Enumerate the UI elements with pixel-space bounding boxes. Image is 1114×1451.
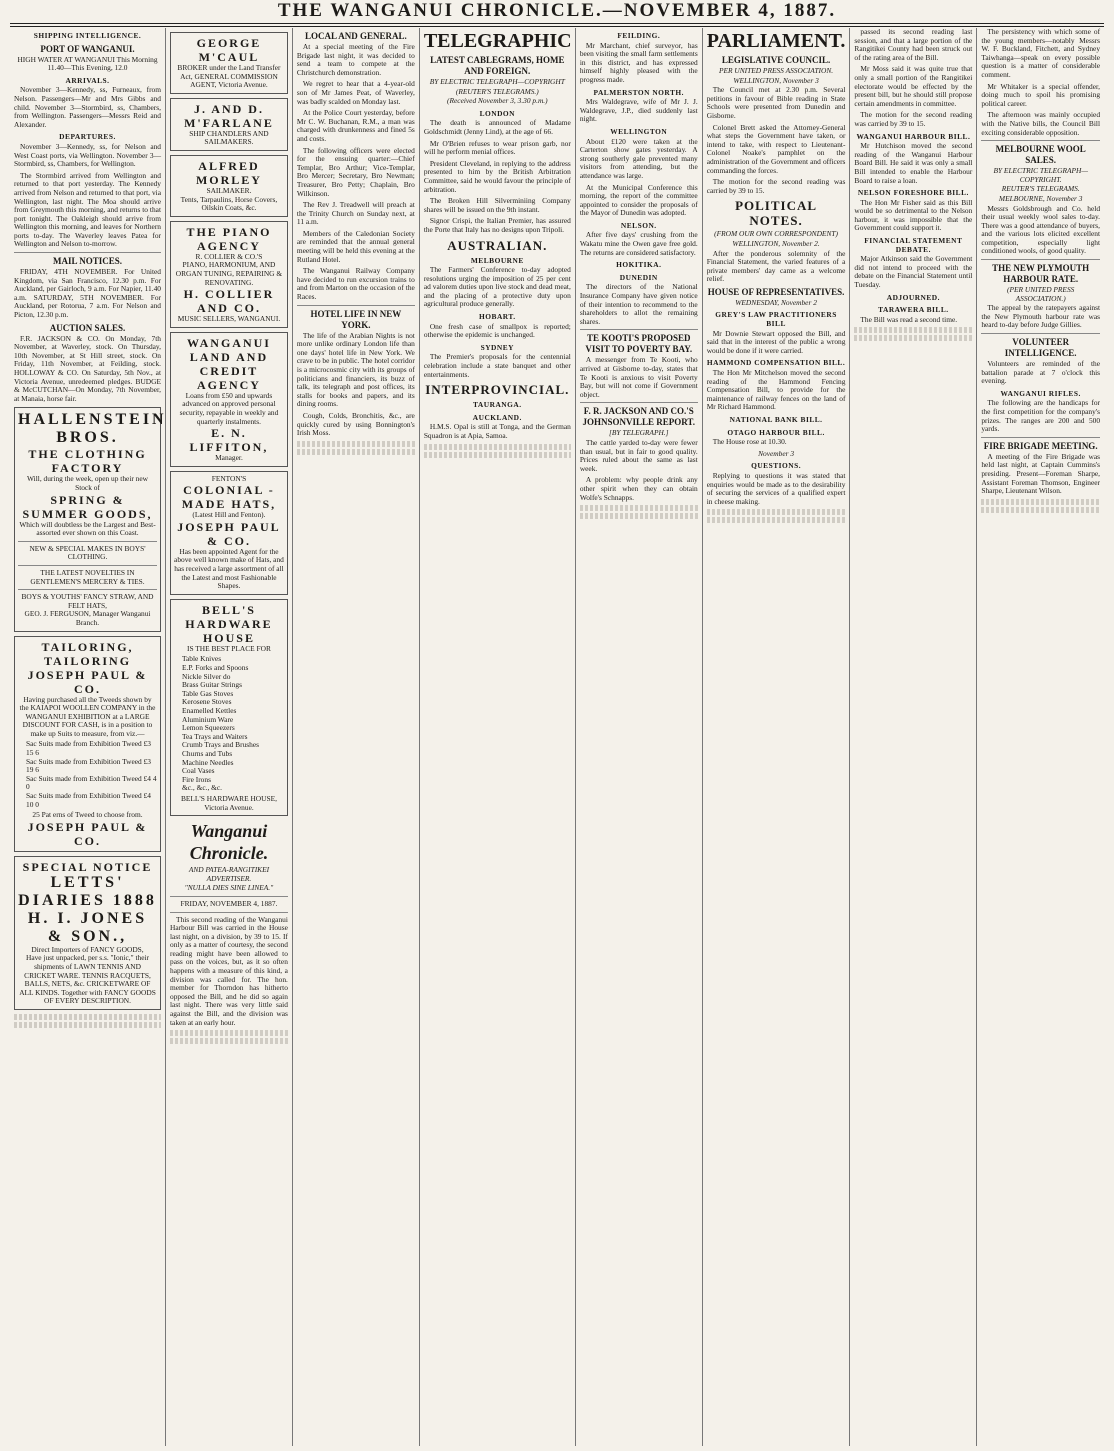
column-7	[850, 28, 977, 1446]
parliament-paragraph: Mr Downie Stewart opposed the Bill, and said that in the interest of the public a wrong would be done if it were carried.	[706, 328, 846, 355]
parliament-paragraph: The Bill was read a second time.	[860, 314, 958, 324]
parliament-paragraph: The Hon Mr Fisher said as this Bill would be so detrimental to the Nelson harbour, it was impossible that the Government could support it.	[854, 197, 973, 233]
news-paragraph: Messrs Goldsbrough and Co. held their usual weekly wool sales to-day. There was a good attendance of buyers, and the various lots elicited excellent competition, especially light conditioned wools, of good quality.	[981, 203, 1101, 256]
cable-paragraph: President Cleveland, in replying to the address presented to him by the British Arbitration Committee, said he would favour the principle of arbitration.	[423, 158, 571, 194]
cable-paragraph: Mr O'Brien refuses to wear prison garb, nor will he perform menial offices.	[423, 138, 571, 157]
column-3	[293, 28, 420, 1446]
fenton: FENTON'S	[211, 473, 247, 483]
motto: "NULLA DIES SINE LINEA."	[184, 883, 274, 893]
hc-title: H. COLLIER AND CO.	[183, 287, 275, 316]
bells-item: Lemon Squeezers	[182, 723, 235, 733]
faded-text	[297, 441, 415, 447]
rifles-heading: WANGANUI RIFLES.	[1000, 388, 1081, 398]
bells-item: Tea Trays and Waiters	[182, 731, 248, 741]
auckland-heading: AUCKLAND.	[472, 412, 522, 422]
parliament-paragraph: After the ponderous solemnity of the Financial Statement, the varied features of a private members' day came as a welcome relief.	[706, 248, 846, 284]
faded-text	[981, 507, 1100, 513]
faded-text	[424, 444, 571, 450]
plymouth-byline: (PER UNITED PRESS ASSOCIATION.)	[1007, 285, 1075, 303]
column-6	[703, 28, 851, 1446]
lifton-sub: Manager.	[215, 453, 243, 463]
faded-text	[424, 452, 571, 458]
faded-text	[580, 505, 698, 511]
tailoring-title: TAILORING, TAILORING	[41, 639, 134, 668]
news-paragraph: Mrs Waldegrave, wife of Mr J. J. Waldegrave, J.P., died suddenly last night.	[579, 97, 698, 124]
cablegrams-heading: LATEST CABLEGRAMS, HOME AND FOREIGN.	[430, 55, 565, 76]
letts-diaries: LETTS' DIARIES 1888	[18, 873, 157, 909]
morley-text: Tents, Tarpaulins, Horse Covers, Oilskin Coats, &c.	[180, 194, 278, 213]
sydney-heading: SYDNEY	[480, 342, 514, 352]
financial-heading: FINANCIAL STATEMENT DEBATE.	[864, 236, 963, 254]
faded-text	[707, 517, 846, 523]
cable-paragraph: The death is announced of Madame Goldschmidt (Jenny Lind), at the age of 66.	[423, 118, 571, 136]
local-paragraph: We regret to hear that a 4-year-old son of Mr James Peat, of Waverley, was badly scalded on Monday last.	[296, 79, 415, 106]
hallenstein-latest: THE LATEST NOVELTIES IN GENTLEMEN'S MERCERY & TIES.	[30, 567, 145, 586]
suit-item: Sac Suits made from Exhibition Tweed £3 15 6	[26, 739, 151, 758]
local-paragraph: At the Police Court yesterday, before Mr C. W. Buchanan, R.M., a man was charged with drunkenness and fined 5s and costs.	[296, 108, 415, 143]
hobart-heading: HOBART.	[479, 312, 516, 322]
column-container	[10, 28, 1104, 1446]
hallenstein-ad	[14, 407, 167, 631]
mail-text: FRIDAY, 4TH NOVEMBER. For United Kingdom, via San Francisco, 12.30 p.m. For Auckland, per Gairloch, 9 a.m. For Napier, 11.40 a.m. SATURDAY, 5TH NOVEMBER. For Auckland, per Rotorua, 7 a.m. For Nelson and Picton, 12.30 p.m.	[14, 267, 161, 320]
news-paragraph: After five days' crushing from the Wakatu mine the Owen gave free gold. The returns are considered satisfactory.	[579, 230, 698, 257]
hi-jones-sub: Direct Importers of FANCY GOODS,	[31, 944, 144, 954]
london-heading: LONDON	[479, 108, 516, 118]
tailoring-ad	[14, 636, 161, 852]
house-dateline: WEDNESDAY, November 2	[735, 297, 817, 307]
faded-text	[854, 327, 972, 333]
port-heading: PORT OF WANGANUI.	[40, 43, 135, 54]
hallenstein-new: NEW & SPECIAL MAKES IN BOYS' CLOTHING.	[29, 543, 146, 562]
local-paragraph: The Wanganui Railway Company have decided to run excursion trains to and from Marton on the occasion of the Races.	[296, 266, 415, 302]
bells-sub: IS THE BEST PLACE FOR	[186, 643, 271, 653]
divider	[18, 565, 157, 566]
reuter-byline: (REUTER'S TELEGRAMS.)	[455, 86, 539, 96]
bells-list	[182, 655, 284, 793]
masthead-rule	[10, 23, 1104, 24]
credit-ad	[170, 332, 288, 467]
mail-heading: MAIL NOTICES.	[52, 256, 123, 267]
parliament-paragraph: passed its second reading last session, and that a large portion of the Rangitikei County had been struck out of the rating area of the Bill.	[854, 27, 973, 62]
column-5	[576, 28, 703, 1446]
jp2-title: JOSEPH PAUL & CO.	[177, 519, 281, 548]
frj-heading: F. R. JACKSON AND CO.'S JOHNSONVILLE REPORT.	[582, 406, 696, 428]
cable-paragraph: The Premier's proposals for the centennial celebration include a state banquet and other entertainments.	[423, 352, 571, 379]
national-bank-heading: NATIONAL BANK BILL.	[729, 415, 823, 424]
bells-item: Kerosene Stoves	[182, 697, 232, 707]
divider	[981, 140, 1100, 141]
cable-paragraph: Signor Crispi, the Italian Premier, has assured the Porte that Italy has no designs upon Tripoli.	[423, 216, 571, 234]
te-kooti-heading: TE KOOTI'S PROPOSED VISIT TO POVERTY BAY.	[585, 333, 693, 355]
frj-byline: [BY TELEGRAPH.]	[608, 428, 669, 438]
column-4	[420, 28, 576, 1446]
bells-item: Brass Guitar Strings	[182, 680, 242, 690]
suit-item: Sac Suits made from Exhibition Tweed £4 10 0	[26, 791, 151, 809]
parliament-paragraph: The Council met at 2.30 p.m. Several petitions in favour of Bible reading in State Schools were presented from Dunedin and Gisborne.	[706, 85, 846, 120]
tides: HIGH WATER AT WANGANUI This Morning 11.40—This Evening, 12.0	[17, 54, 158, 73]
shipping-notes: The Stormbird arrived from Wellington and returned to that port yesterday. The Kennedy arrived from Nelson and returned to that port, via Wellington, last night. The Moa should arrive from Greymouth this morning, and returns to that port tonight. The Oakleigh should arrive from Wellington this morning, and leaves for Northern ports to-day. The Waverley leaves Patea for Wellington and Nelson to-morrow.	[14, 170, 161, 249]
divider	[580, 329, 698, 330]
schnapps-paragraph: A problem: why people drink any other spirit when they can obtain Wolfe's Schnapps.	[579, 475, 698, 502]
bells-item: Table Gas Stoves	[182, 688, 234, 698]
cable-paragraph: One fresh case of smallpox is reported; otherwise the epidemic is unchanged.	[423, 321, 571, 340]
mccaul-ad	[170, 32, 288, 94]
shipping-heading: SHIPPING INTELLIGENCE.	[33, 31, 142, 40]
political-heading: POLITICAL NOTES.	[735, 198, 818, 229]
divider	[297, 305, 415, 306]
feilding-heading: FEILDING.	[617, 31, 661, 40]
hotel-heading: HOTEL LIFE IN NEW YORK.	[310, 308, 402, 330]
divider	[580, 402, 698, 403]
hallenstein-manager: GEO. J. FERGUSON, Manager Wanganui Branch.	[24, 609, 151, 627]
telegraphic-heading: TELEGRAPHIC	[423, 30, 572, 52]
hallenstein-title: HALLENSTEIN BROS.	[18, 411, 167, 447]
news-paragraph: The afternoon was mainly occupied with the Native bills, the Council Bill exciting considerable opposition.	[981, 110, 1101, 137]
news-paragraph: Mr Whitaker is a special offender, doing much to spoil his promising political career.	[981, 81, 1101, 108]
parliament-paragraph: The House rose at 10.30.	[712, 437, 787, 447]
hammond-heading: HAMMOND COMPENSATION BILL.	[706, 358, 846, 368]
column-8	[977, 28, 1104, 1446]
hc-text: MUSIC SELLERS, WANGANUI.	[177, 314, 281, 324]
political-byline: (FROM OUR OWN CORRESPONDENT)	[714, 229, 838, 239]
nov3-dateline: November 3	[758, 448, 795, 458]
bells-item: Nickle Silver do	[182, 671, 231, 681]
faded-text	[707, 509, 846, 515]
bells-item: Fire Irons	[182, 774, 211, 784]
piano-text: PIANO, HARMONIUM, AND ORGAN TUNING, REPAIRING & RENOVATING.	[175, 260, 283, 287]
news-paragraph: The persistency with which some of the young members—notably Messrs W. F. Buckland, Fitchett, and Sydney Taiwhanga—speak on every possible question is a matter of considerable comment.	[981, 27, 1101, 79]
news-paragraph: Mr Marchant, chief surveyor, has been visiting the small farm settlements in this district, and has expressed himself highly pleased with the progress made.	[579, 40, 698, 84]
bells-item: &c., &c., &c.	[182, 783, 223, 793]
assoc-byline: PER UNITED PRESS ASSOCIATION.	[719, 66, 834, 75]
news-paragraph: Volunteers are reminded of the battalion parade at 7 o'clock this evening.	[981, 359, 1101, 386]
tauranga-heading: TAURANGA.	[473, 400, 522, 410]
suit-item: Sac Suits made from Exhibition Tweed £4 4 0	[26, 773, 157, 792]
suit-list	[26, 740, 157, 809]
bells-item: Machine Needles	[182, 757, 234, 767]
joseph-paul-text: Having purchased all the Tweeds shown by the KAIAPOI WOOLLEN COMPANY in the WANGANUI EXHIBITION at a LARGE DISCOUNT FOR CASH, is in a position to make up Suits to measure, from viz.—	[19, 694, 156, 738]
parliament-paragraph: Colonel Brett asked the Attorney-General what steps the Government have taken, or intend to take, with respect to Lieutenant-Colonel Noake's pamphlet on the administration of the Government and officers commanding the forces.	[706, 122, 846, 175]
wool-heading: MELBOURNE WOOL SALES.	[995, 144, 1086, 166]
pattern-note: 25 Pat erns of Tweed to choose from.	[32, 810, 143, 820]
faded-text	[170, 1030, 288, 1036]
telegraph-byline: BY ELECTRIC TELEGRAPH—COPYRIGHT	[429, 77, 565, 86]
bells-item: Aluminium Ware	[182, 714, 234, 724]
cough-paragraph: Cough, Colds, Bronchitis, &c., are quickly cured by using Bonnington's Irish Moss.	[296, 410, 415, 438]
leader-text: This second reading of the Wanganui Harbour Bill was carried in the House last night, on a division, by 39 to 15. If only as a matter of courtesy, the second reading might have been allowed to pass on the voices, but, as it so often happens with a measure of this kind, a division was called for. The hon. member for Thorndon has hitherto opposed the Bill, and he did so again last night. There was very little said against the Bill, and the division was taken at an early hour.	[170, 914, 288, 1027]
local-paragraph: The Rev J. Treadwell will preach at the Trinity Church on Sunday next, at 11 a.m.	[296, 200, 415, 227]
local-paragraph: At a special meeting of the Fire Brigade last night, it was decided to send a team to compete at the Christchurch demonstration.	[296, 42, 415, 77]
colonial-sub: (Latest Hill and Fenton).	[192, 510, 266, 520]
jp2-text: Has been appointed Agent for the above well known make of Hats, and has received a large assortment of all the Latest and most Fashionable Shapes.	[174, 546, 284, 591]
wool-dateline: MELBOURNE, November 3	[998, 193, 1083, 203]
cable-paragraph: The Farmers' Conference to-day adopted resolutions urging the imposition of 25 per cent ad valorem duties upon live stock and dead meat, and the placing of a protective duty upon agricultural produce generally.	[423, 265, 571, 309]
credit-text: Loans from £50 and upwards advanced on approved personal security, repayable in weekly and quarterly instalments.	[179, 390, 279, 426]
masthead: THE WANGANUI CHRONICLE.—NOVEMBER 4, 1887.	[277, 0, 837, 21]
faded-text	[297, 449, 415, 455]
bells-item: E.P. Forks and Spoons	[182, 663, 249, 673]
news-paragraph: The appeal by the ratepayers against the New Plymouth harbour rate was heard to-day before Judge Gillies.	[981, 303, 1101, 330]
mccaul-title: GEORGE M'CAUL	[196, 36, 262, 64]
divider	[18, 589, 157, 590]
otago-heading: OTAGO HARBOUR BILL.	[727, 427, 825, 437]
bells-item: Enamelled Kettles	[182, 706, 237, 715]
news-paragraph: The directors of the National Insurance Company have given notice of their intention to recommend to the shareholders to allot the remaining shares.	[579, 282, 698, 326]
suit-item: Sac Suits made from Exhibition Tweed £3 19 6	[26, 756, 151, 775]
questions-heading: QUESTIONS.	[751, 461, 802, 471]
chronicle-sub: AND PATEA-RANGITIKEI ADVERTISER.	[188, 865, 270, 883]
column-2	[166, 28, 293, 1446]
council-heading: LEGISLATIVE COUNCIL.	[721, 55, 831, 65]
faded-text	[854, 335, 972, 341]
local-paragraph: The following officers were elected for the ensuing quarter:—Chief Templar, Bro Arthur; Vice-Templar, Bro Mercer; Secretary, Bro Newman; Treasurer, Bro Petty; Chaplain, Bro Wilkinson.	[296, 145, 415, 198]
volunteer-heading: VOLUNTEER INTELLIGENCE.	[1004, 337, 1077, 359]
bells-ad	[170, 599, 288, 816]
news-paragraph: The cattle yarded to-day were fewer than usual, but in fair to good quality. Prices ruled about the same as last week.	[579, 437, 698, 473]
wellington-heading: WELLINGTON	[610, 126, 668, 136]
parliament-paragraph: The motion for the second reading was carried by 39 to 15.	[854, 110, 973, 128]
piano-title: THE PIANO AGENCY	[186, 224, 272, 253]
news-paragraph: A meeting of the Fire Brigade was held last night, at Captain Cummins's presiding. Present—Foreman Sharpe, Assistant Foreman Thomson, Engineer Sharpe, Lieutenant Wilson.	[981, 451, 1101, 496]
foreshore-heading: NELSON FORESHORE BILL.	[857, 188, 969, 198]
faded-text	[14, 1022, 161, 1028]
parliament-paragraph: The Hon Mr Mitchelson moved the second reading of the Hammond Fencing Compensation Bill, to provide for the maintenance of railway fences on the land of Mr Richard Hammond.	[706, 368, 846, 412]
credit-title: WANGANUI LAND AND CREDIT AGENCY	[186, 335, 271, 392]
plymouth-heading: THE NEW PLYMOUTH HARBOUR RATE.	[992, 263, 1090, 285]
adjourned-heading: ADJOURNED.	[886, 292, 940, 302]
piano-ad	[170, 221, 288, 328]
local-paragraph: Members of the Caledonian Society are reminded that the annual general meeting will be held this evening at the Rutland Hotel.	[296, 228, 415, 264]
joseph-paul-title: JOSEPH PAUL & CO.	[27, 667, 148, 696]
spring-summer: SPRING & SUMMER GOODS,	[22, 492, 153, 521]
divider	[170, 912, 288, 913]
letts-ad	[14, 856, 161, 1010]
parliament-paragraph: Mr Hutchison moved the second reading of the Wanganui Harbour Board Bill. He said it was only a small Bill intended to enable the Harbour Board to raise a loan.	[854, 141, 973, 185]
divider	[981, 259, 1100, 260]
wool-byline: BY ELECTRIC TELEGRAPH—COPYRIGHT.	[993, 166, 1088, 184]
column-1	[10, 28, 166, 1446]
grey-bill-heading: GREY'S LAW PRACTITIONERS BILL	[715, 310, 837, 329]
hats-ad	[170, 471, 288, 595]
parliament-paragraph: Mr Moss said it was quite true that only a small portion of the Rangitikei electorate would be effected by the present bill, but he should still propose certain amendments in committee.	[854, 64, 973, 108]
mcfarlane-ad	[170, 98, 288, 151]
hi-jones-text: Have just unpacked, per s.s. "Ionic," their shipments of LAWN TENNIS AND CRICKET WARE. TENNIS RACQUETS, BALLS, NETS, &c. CRICKETWARE OF ALL KINDS. Together with FANCY GOODS OF EVERY DESCRIPTION.	[19, 953, 156, 1006]
bells-item: Churns and Tubs	[182, 748, 233, 758]
faded-text	[580, 513, 698, 519]
auction-text: F.R. JACKSON & CO. On Monday, 7th November, at Waverley, stock. On Thursday, 10th November, at St Hill street, stock. On Friday, 11th November, at Feilding, stock. HOLLOWAY & CO. On Saturday, 5th Nov., at Victoria Avenue, unredeemed pledges. BUDGE & McCUTCHAN—On Monday, 7th November, at Manaia, horse fair.	[14, 333, 161, 403]
morley-sub: SAILMAKER.	[206, 185, 252, 195]
chronicle-flag: Wanganui Chronicle.	[189, 821, 269, 864]
parliament-paragraph: Replying to questions it was stated that enquiries would be made as to the desirability of securing the services of a qualified expert in cheese making.	[706, 470, 846, 506]
dunedin-heading: DUNEDIN	[619, 272, 658, 282]
hokitika-heading: HOKITIKA.	[616, 260, 662, 270]
local-heading: LOCAL AND GENERAL.	[304, 31, 407, 41]
news-paragraph: About £120 were taken at the Carterton show gates yesterday. A strong southerly gale prevented many visitors from attending, but the attendance was large.	[579, 136, 698, 180]
joseph-paul-sign: JOSEPH PAUL & CO.	[27, 819, 148, 848]
morley-title: ALFRED MORLEY	[195, 158, 262, 187]
house-heading: HOUSE OF REPRESENTATIVES.	[707, 286, 845, 297]
divider	[18, 541, 157, 542]
faded-text	[14, 1014, 161, 1020]
collier-name: R. COLLIER & CO.'S	[195, 251, 263, 261]
divider	[170, 896, 288, 897]
mccaul-sub: BROKER under the Land Transfer Act, GENERAL COMMISSION AGENT, Victoria Avenue.	[177, 63, 281, 90]
fire-brigade-heading: FIRE BRIGADE MEETING.	[983, 440, 1098, 451]
arrivals-heading: ARRIVALS.	[65, 75, 110, 85]
bells-title: BELL'S HARDWARE HOUSE	[185, 602, 273, 645]
parliament-heading: PARLIAMENT.	[706, 30, 846, 52]
divider	[14, 252, 161, 253]
bells-item: Coal Vases	[182, 766, 215, 776]
colonial-hats: COLONIAL - MADE HATS,	[181, 483, 277, 512]
cable-paragraph: H.M.S. Opal is still at Tonga, and the German Squadron is at Apia, Samoa.	[423, 422, 571, 440]
lifton-name: E. N. LIFFITON,	[189, 426, 269, 455]
hallenstein-text: Will, during the week, open up their new Stock of	[27, 474, 148, 492]
hallenstein-text-2: Which will doubtless be the Largest and Best-assorted ever shown on this Coast.	[19, 519, 156, 538]
received-time: (Received November 3, 3.30 p.m.)	[447, 96, 548, 106]
special-notice: SPECIAL NOTICE	[22, 859, 153, 874]
wool-reuter: REUTER'S TELEGRAMS.	[1001, 184, 1080, 194]
auction-heading: AUCTION SALES.	[49, 322, 126, 333]
political-dateline: WELLINGTON, November 2.	[732, 238, 820, 248]
divider	[981, 437, 1100, 438]
parliament-paragraph: The motion for the second reading was carried by 39 to 15.	[706, 177, 846, 195]
mcfarlane-sub: SHIP CHANDLERS AND SAILMAKERS.	[189, 128, 269, 147]
issue-date: FRIDAY, NOVEMBER 4, 1887.	[180, 898, 278, 908]
interprovincial-heading: INTERPROVINCIAL.	[425, 382, 570, 398]
nelson-heading: NELSON.	[620, 220, 657, 230]
mcfarlane-title: J. AND D. M'FARLANE	[184, 101, 274, 130]
parliament-paragraph: Major Atkinson said the Government did not intend to proceed with the debate on the Financial Statement until Tuesday.	[854, 254, 973, 290]
harbour-bill-heading: WANGANUI HARBOUR BILL.	[856, 131, 971, 141]
hallenstein-boys: BOYS & YOUTHS' FANCY STRAW, AND FELT HATS,	[21, 592, 154, 610]
news-paragraph: A messenger from Te Kooti, who arrived at Gisborne to-day, states that Te Kooti is anxious to visit Poverty Bay, but will not come if Government object.	[579, 355, 698, 399]
departures-text: November 3—Kennedy, ss, for Nelson and West Coast ports, via Wellington. November 3—Stormbird, ss, Chambers, for Wellington.	[14, 141, 161, 169]
place-dateline: WELLINGTON, November 3	[733, 75, 819, 85]
cable-paragraph: The Broken Hill Silverminiing Company shares will be issued on the 9th instant.	[423, 196, 571, 214]
faded-text	[170, 1038, 288, 1044]
clothing-factory: THE CLOTHING FACTORY	[28, 447, 147, 476]
departures-heading: DEPARTURES.	[59, 132, 116, 142]
faded-text	[981, 499, 1100, 505]
melbourne-heading: MELBOURNE	[470, 255, 524, 265]
bells-item: Crumb Trays and Brushes	[182, 740, 259, 750]
hi-jones-title: H. I. JONES & SON.,	[27, 909, 148, 945]
tarawera-heading: TARAWERA BILL.	[878, 305, 949, 315]
news-paragraph: At the Municipal Conference this morning, the report of the committee appointed to consider the proposals of the Mayor of Dunedin was adopted.	[579, 182, 698, 218]
morley-ad	[170, 155, 288, 217]
bells-item: Table Knives	[182, 654, 222, 664]
news-paragraph: The following are the handicaps for the first competition for the company's prizes. The ranges are 200 and 500 yards.	[981, 398, 1101, 434]
arrivals-text: November 3—Kennedy, ss, Furneaux, from Nelson. Passengers—Mr and Mrs Gibbs and child. November 3—Stormbird, ss, Chambers, from Wellington. Passengers—Messrs Reid and Alexander.	[14, 85, 161, 129]
hotel-paragraph: The life of the Arabian Nights is not more unlike ordinary London life than one days' hotel life in New York. We crave to be in public. The hotel corridor is a microcosmic city with its groups of politicians and financiers, its buzz of talk, its telegraph and post offices, its stalls for books and papers, and its dining rooms.	[296, 330, 415, 409]
divider	[981, 333, 1100, 334]
bells-sign: BELL'S HARDWARE HOUSE, Victoria Avenue.	[180, 793, 277, 812]
palmerston-heading: PALMERSTON NORTH.	[593, 87, 685, 97]
australian-heading: AUSTRALIAN.	[447, 237, 548, 253]
